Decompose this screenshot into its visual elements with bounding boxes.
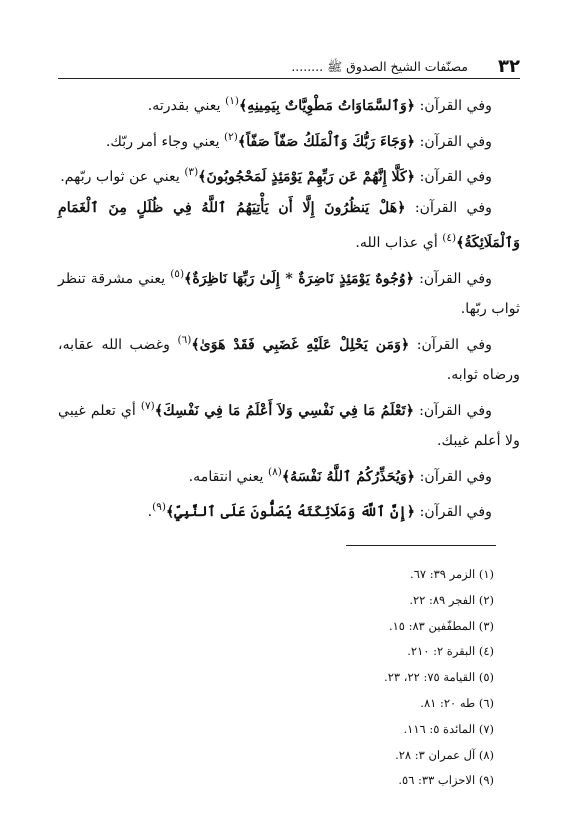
paragraph — [58, 122, 520, 158]
quran-quote: ﴿وَٱلسَّمَاوَاتُ مَطْوِيَّاتٌ بِيَمِينِهِ﴾ — [238, 98, 416, 114]
intro-text: وفي القرآن: — [414, 270, 492, 287]
footnote-ref: (٣) — [184, 166, 199, 178]
footnotes — [58, 562, 520, 794]
footnote: (٥) القيامة ٧٥: ٢٢، ٢٣. — [384, 670, 494, 685]
paragraph — [58, 86, 520, 122]
paragraph — [58, 457, 520, 493]
running-title: مصنّفات الشيخ الصدوق ﷺ ........ — [291, 59, 468, 74]
footnote-ref: (١) — [225, 95, 239, 107]
explanation-text: يعني مشرقة تنظر ثواب ربّها. — [58, 270, 520, 317]
explanation-text: أي تعلم غيبي ولا أعلم غيبك. — [58, 402, 520, 449]
footnote-ref: (٤) — [442, 232, 457, 244]
footnote-ref: (٦) — [177, 333, 192, 346]
footnote: (٩) الاحزاب ٣٣: ٥٦. — [398, 773, 494, 788]
footnote: (٢) الفجر ٨٩: ٢٢. — [409, 592, 494, 607]
paragraph — [58, 325, 520, 391]
quran-quote: ﴿وَمَن يَحْلِلْ عَلَيْهِ غَضَبِي فَقَدْ هَوَىٰ﴾ — [191, 336, 410, 353]
quran-quote: ﴿وَجَاءَ رَبُّكَ وَٱلْمَلَكُ صَفّاً صَفّاً﴾ — [237, 133, 416, 150]
intro-text: وفي القرآن: — [415, 169, 492, 185]
footnote: (٨) آل عمران ٣: ٢٨. — [395, 747, 494, 762]
intro-text: وفي القرآن: — [415, 98, 492, 114]
explanation-text: . — [147, 504, 153, 520]
paragraph — [58, 492, 520, 528]
footnote-ref: (٥) — [170, 267, 185, 280]
intro-text: وفي القرآن: — [409, 336, 492, 353]
quran-quote: ﴿كَلَّا إِنَّهُمْ عَن رَبِّهِمْ يَوْمَئِذٍ لَمَحْجُوبُونَ﴾ — [198, 169, 416, 185]
footnote-ref: (٢) — [224, 130, 238, 143]
intro-text: وفي القرآن: — [414, 402, 492, 419]
quran-quote: ﴿إِنَّ ٱللَّهَ وَمَلَائِكَتَهُ يُصَلُّونَ عَلَى ٱلنَّبِيِّ﴾ — [165, 504, 416, 520]
footnote-separator — [346, 545, 496, 546]
intro-text: وفي القرآن: — [415, 504, 492, 520]
footnote-ref: (٧) — [140, 399, 155, 412]
footnote-ref: (٨) — [267, 465, 282, 478]
footnote: (٧) المائدة ٥: ١١٦. — [403, 721, 494, 736]
intro-text: وفي القرآن: — [405, 199, 493, 216]
paragraph — [58, 157, 520, 193]
page-number: ٣٢ — [498, 56, 520, 77]
explanation-text: يعني بقدرته. — [147, 98, 226, 114]
footnote: (٤) البقرة ٢: ٢١٠. — [407, 644, 494, 659]
footnote: (١) الزمر ٣٩: ٦٧. — [410, 567, 494, 581]
footnote: (٦) طه ٢٠: ٨١. — [420, 695, 494, 710]
explanation-text: يعني وجاء أمر ربّك. — [105, 133, 225, 150]
footnote: (٣) المطفّفين ٨٣: ١٥. — [388, 618, 494, 633]
page-header — [58, 56, 520, 79]
explanation-text: أي عذاب الله. — [355, 235, 443, 251]
footnote-ref: (٩) — [152, 501, 166, 513]
quran-quote: ﴿وُجُوهٌ يَوْمَئِذٍ نَاضِرَةٌ * إِلَىٰ رَبِّهَا نَاظِرَةٌ﴾ — [184, 270, 415, 287]
quran-quote: ﴿هَلْ يَنظُرُونَ إِلَّا أَن يَأْتِيَهُمُ ٱللَّهُ فِي ظُلَلٍ مِنَ ٱلْغَمَامِ وَٱلْمَلَائِكَةُ﴾ — [58, 199, 520, 251]
explanation-text: يعني عن ثواب ربّهم. — [60, 169, 185, 185]
main-text — [58, 86, 520, 528]
quran-quote: ﴿وَيُحَذِّرُكُمُ ٱللَّهُ نَفْسَهُ﴾ — [281, 468, 416, 485]
paragraph — [58, 193, 520, 259]
intro-text: وفي القرآن: — [415, 468, 492, 485]
intro-text: وفي القرآن: — [415, 133, 492, 150]
explanation-text: يعني انتقامه. — [188, 468, 268, 485]
paragraph — [58, 391, 520, 457]
explanation-text: وغضب الله عقابه، ورضاه ثوابه. — [58, 336, 520, 383]
paragraph — [58, 259, 520, 325]
quran-quote: ﴿تَعْلَمُ مَا فِي نَفْسِي وَلاَ أَعْلَمُ مَا فِي نَفْسِكَ﴾ — [154, 402, 415, 419]
